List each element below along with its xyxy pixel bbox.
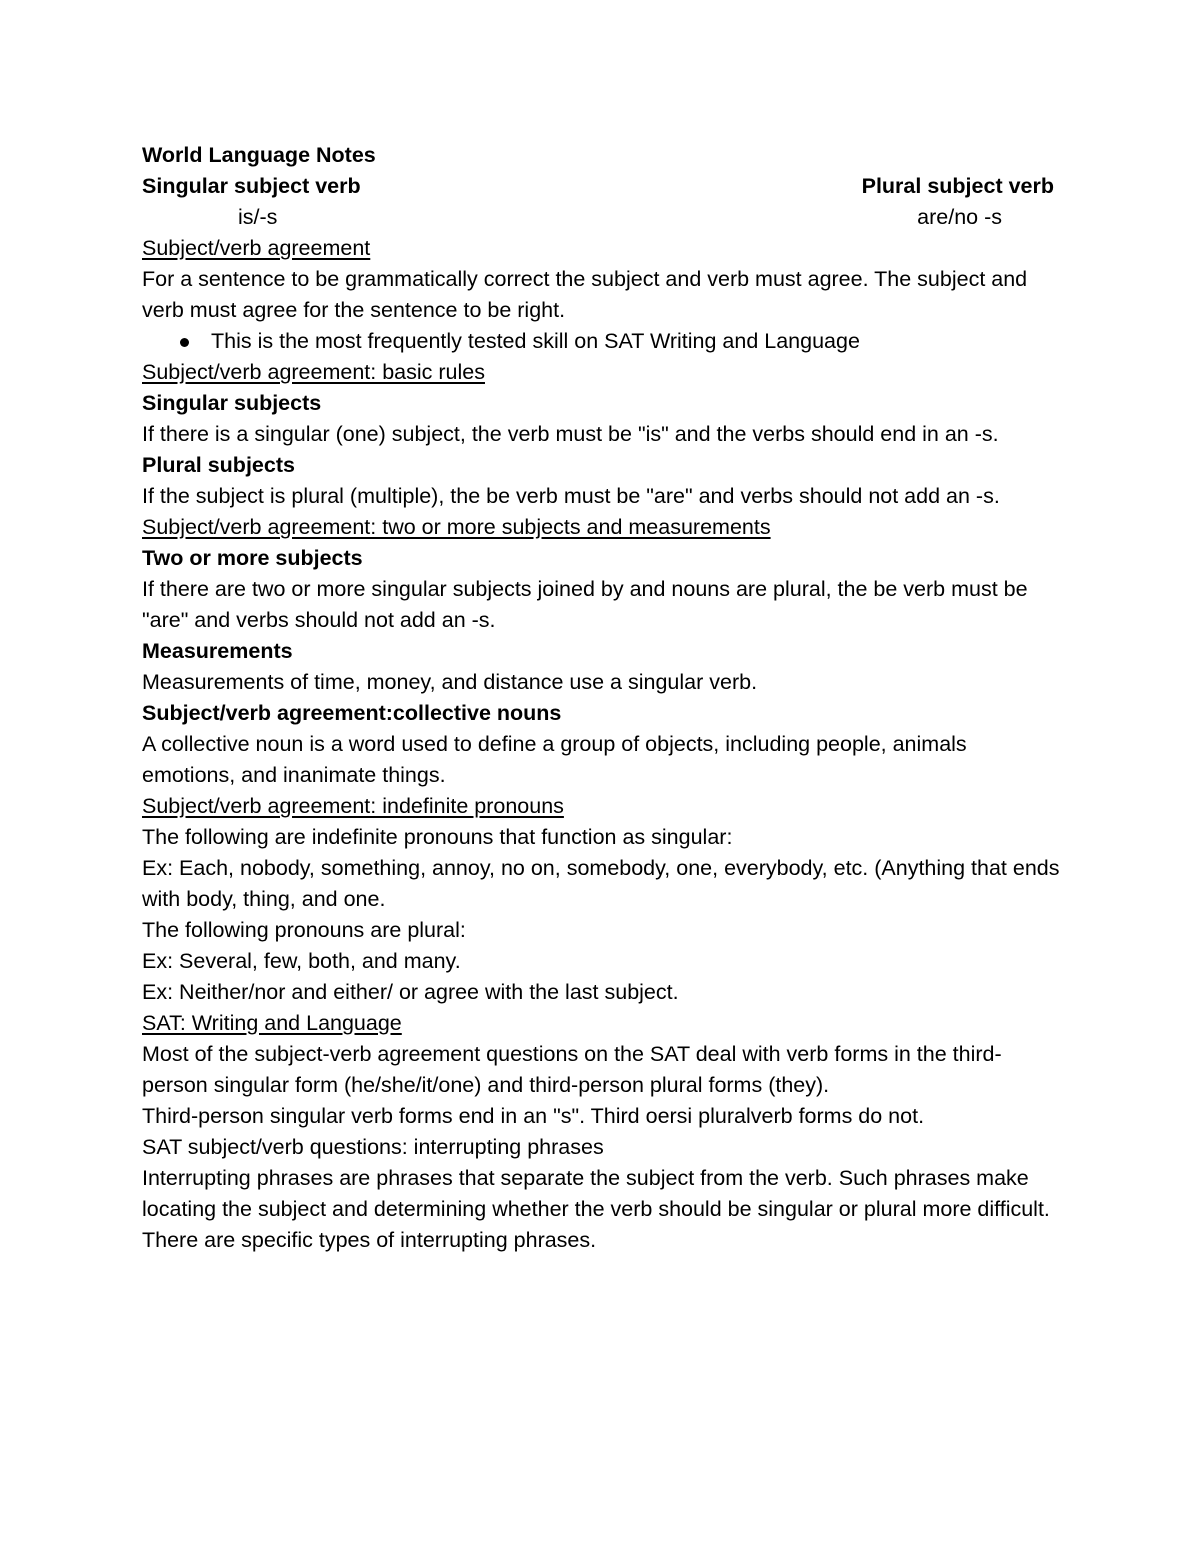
collective-heading: Subject/verb agreement:collective nouns <box>142 701 562 725</box>
indefinite-line-5: Ex: Neither/nor and either/ or agree with the last subject. <box>142 980 679 1004</box>
singular-subjects-heading: Singular subjects <box>142 391 322 415</box>
collective-text: A collective noun is a word used to define a group of objects, including people, animals emotions, and inanimate things. <box>142 732 967 787</box>
agreement-bullet-text: This is the most frequently tested skill on SAT Writing and Language <box>211 329 860 353</box>
indefinite-heading: Subject/verb agreement: indefinite pronouns <box>142 794 564 818</box>
indefinite-line-1: The following are indefinite pronouns that function as singular: <box>142 825 733 849</box>
plural-form: are/no -s <box>917 205 1002 229</box>
indefinite-line-4: Ex: Several, few, both, and many. <box>142 949 461 973</box>
forms-row <box>142 202 1062 233</box>
two-or-more-text: If there are two or more singular subjects joined by and nouns are plural, the be verb must be "are" and verbs should not add an -s. <box>142 577 1028 632</box>
two-or-more-heading: Subject/verb agreement: two or more subjects and measurements <box>142 515 771 539</box>
measurements-text: Measurements of time, money, and distance use a singular verb. <box>142 670 758 694</box>
header-row <box>142 171 1062 202</box>
singular-label: Singular subject verb <box>142 174 361 198</box>
basic-rules-heading: Subject/verb agreement: basic rules <box>142 360 485 384</box>
singular-form: is/-s <box>238 205 278 229</box>
indefinite-line-3: The following pronouns are plural: <box>142 918 466 942</box>
sat-text-4: Interrupting phrases are phrases that separate the subject from the verb. Such phrases make locating the subject and determining whether the verb should be singular or plural more difficult. There are specific types of interrupting phrases. <box>142 1166 1050 1252</box>
singular-subjects-text: If there is a singular (one) subject, the verb must be "is" and the verbs should end in an -s. <box>142 422 999 446</box>
indefinite-line-2: Ex: Each, nobody, something, annoy, no on, somebody, one, everybody, etc. (Anything that ends with body, thing, and one. <box>142 856 1060 911</box>
two-or-more-subheading: Two or more subjects <box>142 546 363 570</box>
sat-text-2: Third-person singular verb forms end in an "s". Third oersi pluralverb forms do not. <box>142 1104 925 1128</box>
plural-label: Plural subject verb <box>861 174 1054 198</box>
agreement-bullet <box>142 326 1062 357</box>
sat-text-3: SAT subject/verb questions: interrupting phrases <box>142 1135 604 1159</box>
document-title: World Language Notes <box>142 143 376 167</box>
measurements-heading: Measurements <box>142 639 293 663</box>
document-page <box>142 140 1062 1256</box>
agreement-text: For a sentence to be grammatically correct the subject and verb must agree. The subject and verb must agree for the sentence to be right. <box>142 267 1028 322</box>
plural-subjects-text: If the subject is plural (multiple), the be verb must be "are" and verbs should not add an -s. <box>142 484 1000 508</box>
plural-subjects-heading: Plural subjects <box>142 453 295 477</box>
agreement-heading: Subject/verb agreement <box>142 236 371 260</box>
sat-heading: SAT: Writing and Language <box>142 1011 402 1035</box>
bullet-icon <box>180 338 189 347</box>
sat-text-1: Most of the subject-verb agreement questions on the SAT deal with verb forms in the third-person singular form (he/she/it/one) and third-person plural forms (they). <box>142 1042 1002 1097</box>
